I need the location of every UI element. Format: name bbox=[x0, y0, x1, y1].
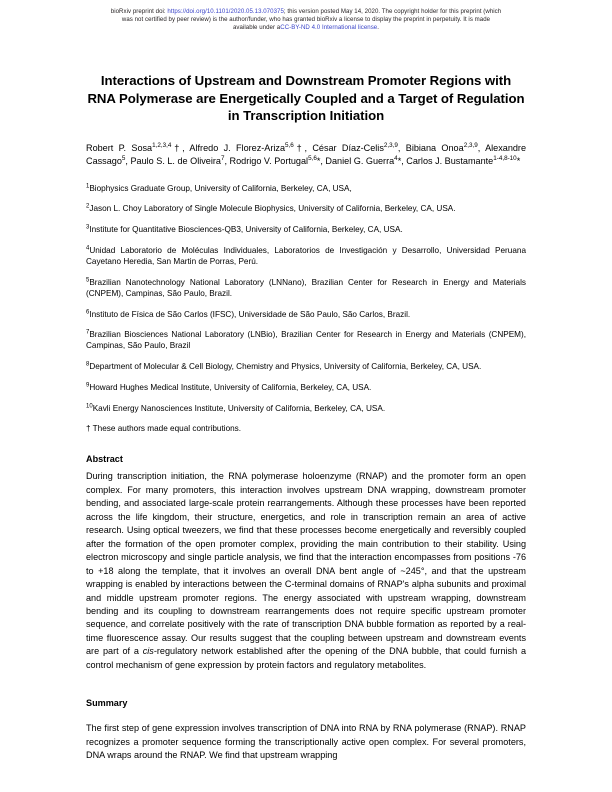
affiliation-marker: 9 bbox=[86, 382, 90, 389]
affiliation-text: Instituto de Física de São Carlos (IFSC), Universidade de São Paulo, São Carlos, Brazil. bbox=[89, 309, 411, 319]
affiliation-item bbox=[86, 183, 526, 194]
affiliation-text: Institute for Quantitative Biosciences-QB3, University of California, Berkeley, CA, USA. bbox=[89, 225, 403, 234]
affiliation-item bbox=[86, 403, 526, 414]
affiliation-item bbox=[86, 382, 526, 393]
banner-doi-prefix: bioRxiv preprint doi: bbox=[110, 8, 168, 15]
license-link[interactable]: CC-BY-ND 4.0 International license bbox=[280, 24, 378, 32]
affiliation-item bbox=[86, 361, 526, 372]
affiliation-marker: 3 bbox=[86, 224, 90, 231]
affiliation-item bbox=[86, 309, 526, 320]
banner-line-2: was not certified by peer review) is the author/funder, who has granted bioRxiv a license to display the preprint in perpetuity. It is made bbox=[121, 16, 491, 24]
affiliation-marker: 1 bbox=[86, 182, 90, 189]
affiliation-text: Brazilian Nanotechnology National Laboratory (LNNano), Brazilian Center for Research in Energy and Materials (CNPEM), Campinas, São Paulo, Brazil. bbox=[86, 277, 526, 298]
affiliation-marker: 5 bbox=[86, 276, 90, 283]
page-content bbox=[86, 0, 526, 763]
abstract-heading: Abstract bbox=[86, 454, 123, 465]
affiliation-marker: 6 bbox=[86, 308, 90, 315]
doi-link[interactable]: https://doi.org/10.1101/2020.05.13.070375 bbox=[167, 8, 284, 15]
affiliation-marker: 10 bbox=[86, 402, 93, 409]
page-title: Interactions of Upstream and Downstream Promoter Regions with RNA Polymerase are Energetically Coupled and a Target of Regulation in Transcription Initiation bbox=[87, 73, 525, 124]
abstract-body: During transcription initiation, the RNA polymerase holoenzyme (RNAP) and the promoter form an open complex. For many promoters, this interaction involves upstream DNA wrapping, downstream promoter bending, and associated large-scale protein rearrangements. Although these processes have been reported across the life kingdom, their structure, energetics, and role in transcription remain an area of active research. Using optical tweezers, we find that these processes become energetically and reversibly coupled after the formation of the open promoter complex, providing the main contribution to their stability. Using electron microscopy and single particle analysis, we find that the interaction encompasses from positions -76 to +18 along the template, that it involves an overall DNA bent angle of ~245°, and that the upstream wrapping is enabled by interactions between the C-terminal domains of RNAP's alpha subunits and proximal and middle upstream promoter regions. The energy associated with upstream wrapping, downstream bending and its coupling to downstream rearrangements does not require specific upstream promoter sequence, and correlate positively with the rate of transcription DNA bubble formation as reported by a real-time fluorescence assay. Our results suggest that the coupling between upstream and downstream events are part of a cis-regulatory network established after the opening of the DNA bubble, that could furnish a control mechanism of gene expression by protein factors and regulatory metabolites. bbox=[86, 471, 527, 670]
equal-contributions-note: † These authors made equal contributions. bbox=[86, 424, 242, 434]
affiliation-marker: 8 bbox=[86, 361, 90, 368]
affiliation-item bbox=[86, 224, 526, 235]
banner-license-period: . bbox=[377, 24, 379, 32]
affiliation-marker: 7 bbox=[86, 329, 90, 336]
affiliation-item bbox=[86, 203, 526, 214]
affiliation-text: Kavli Energy Nanosciences Institute, University of California, Berkeley, CA, USA. bbox=[92, 403, 386, 413]
banner-version-text: ; this version posted May 14, 2020. The copyright holder for this preprint (which bbox=[283, 8, 502, 15]
author-list: Robert P. Sosa$^{1,2,3,4}$†, Alfredo J. Florez-Ariza$^{5,6}$†, César Díaz-Celis$^{2,3,9}$, Bibiana Onoa$^{2,3,9}$, Alexandre Cassago$^5$, Paulo S. L. de Oliveira$^7$, Rodrigo V. Portugal$^{5,6}$*, Daniel G. Guerra$^4$*, Carlos J. Bustamante$^{1-4,8-10}$* bbox=[86, 141, 527, 167]
affiliation-list bbox=[86, 183, 526, 414]
affiliation-text: Biophysics Graduate Group, University of California, Berkeley, CA, USA, bbox=[89, 183, 352, 193]
affiliation-text: Jason L. Choy Laboratory of Single Molecule Biophysics, University of California, Berkeley, CA, USA. bbox=[89, 204, 456, 214]
affiliation-item bbox=[86, 277, 526, 299]
affiliation-item bbox=[86, 329, 526, 351]
banner-license-prefix: available under a bbox=[232, 24, 281, 32]
summary-body: The first step of gene expression involves transcription of DNA into RNA by RNA polymerase (RNAP). RNAP recognizes a promoter sequence forming the transcriptionally active open complex. For several promoters, DNA wraps around the RNAP. We find that upstream wrapping bbox=[86, 723, 526, 761]
affiliation-text: Howard Hughes Medical Institute, University of California, Berkeley, CA, USA. bbox=[89, 382, 372, 392]
affiliation-text: Department of Molecular & Cell Biology, Chemistry and Physics, University of California, Berkeley, CA, USA. bbox=[89, 362, 482, 372]
affiliation-text: Brazilian Biosciences National Laboratory (LNBio), Brazilian Center for Research in Energy and Materials (CNPEM), Campinas, São Paulo, Brazil bbox=[86, 330, 526, 351]
summary-heading: Summary bbox=[86, 698, 128, 709]
affiliation-item bbox=[86, 245, 526, 267]
affiliation-marker: 4 bbox=[86, 244, 90, 251]
affiliation-marker: 2 bbox=[86, 203, 90, 210]
affiliation-text: Unidad Laboratorio de Moléculas Individuales, Laboratorios de Investigación y Desarrollo, Universidad Peruana Cayetano Heredia, San Martin de Porras, Perú. bbox=[86, 245, 526, 266]
